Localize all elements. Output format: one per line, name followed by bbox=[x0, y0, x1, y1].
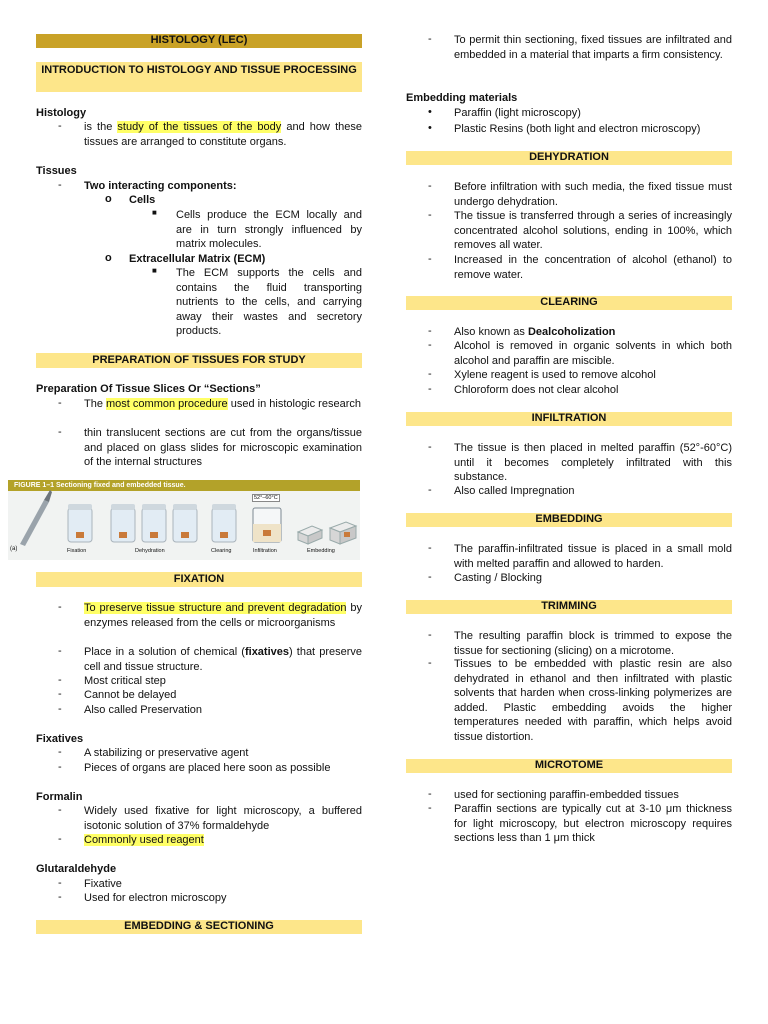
histology-heading: Histology bbox=[36, 107, 87, 119]
dehydration-jar-icon-3 bbox=[173, 504, 197, 542]
infiltration-item-2: - Also called Impregnation bbox=[428, 484, 575, 497]
microtome-item-2: - Paraffin sections are typically cut at 3-10 μm thickness for light microscopy, but electron microscopy requires sections less than 1 μm thick bbox=[428, 802, 732, 845]
clearing-item-2: - Alcohol is removed in organic solvents in which both alcohol and paraffin are miscible. bbox=[428, 339, 732, 367]
tissue-processing-figure bbox=[8, 480, 360, 560]
section-header-clearing: CLEARING bbox=[406, 296, 732, 310]
doc-title: HISTOLOGY (LEC) bbox=[150, 34, 248, 46]
ecm-item: o Extracellular Matrix (ECM) bbox=[105, 252, 266, 265]
fixatives-item-2: - Pieces of organs are placed here soon as possible bbox=[58, 761, 331, 774]
ecm-detail: ■ The ECM supports the cells and contains the fluid transporting nutrients to the cells, and carrying away their wastes and secretory products. bbox=[152, 266, 362, 338]
glutaraldehyde-item-2: - Used for electron microscopy bbox=[58, 891, 227, 904]
fixation-item-3: - Most critical step bbox=[58, 674, 166, 687]
highlight-text: most common procedure bbox=[106, 398, 228, 410]
fixation-item-4: - Cannot be delayed bbox=[58, 688, 177, 701]
infiltration-item-1: - The tissue is then placed in melted paraffin (52°-60°C) until it becomes completely infiltrated with this substance. bbox=[428, 441, 732, 484]
section-header-microtome: MICROTOME bbox=[406, 759, 732, 773]
step-label-clearing: Clearing bbox=[211, 548, 232, 554]
embedding-item-2: - Casting / Blocking bbox=[428, 571, 543, 584]
prep-item-1: - The most common procedure used in histologic research bbox=[58, 397, 361, 410]
clearing-item-3: - Xylene reagent is used to remove alcohol bbox=[428, 368, 656, 381]
figure-panel-label: (a) bbox=[10, 546, 18, 552]
prep-item-2: - thin translucent sections are cut from the organs/tissue and placed on glass slides for microscopic examination of the internal structures bbox=[58, 426, 362, 469]
section-header-preparation: PREPARATION OF TISSUES FOR STUDY bbox=[36, 353, 362, 368]
glutaraldehyde-heading: Glutaraldehyde bbox=[36, 863, 117, 875]
dehydration-jar-icon-1 bbox=[111, 504, 135, 542]
highlight-text: To preserve tissue structure and prevent degradation bbox=[84, 602, 347, 614]
fixation-item-2: - Place in a solution of chemical (fixatives) that preserve cell and tissue structure. bbox=[58, 645, 363, 673]
infiltration-jar-icon bbox=[253, 508, 281, 542]
dehydration-item-1: - Before infiltration with such media, the fixed tissue must undergo dehydration. bbox=[428, 180, 732, 208]
figure-caption: FIGURE 1–1 Sectioning fixed and embedded tissue. bbox=[14, 482, 186, 489]
section-header-embedding: EMBEDDING bbox=[406, 513, 732, 527]
step-label-embedding: Embedding bbox=[307, 548, 335, 554]
highlight-text: Commonly used reagent bbox=[84, 834, 204, 846]
highlight-text: study of the tissues of the body bbox=[117, 121, 282, 133]
section-header-dehydration: DEHYDRATION bbox=[406, 151, 732, 165]
fixation-item-5: - Also called Preservation bbox=[58, 703, 203, 716]
doc-title-bar bbox=[36, 34, 362, 48]
fixatives-heading: Fixatives bbox=[36, 733, 84, 745]
fixatives-item-1: - A stabilizing or preservative agent bbox=[58, 746, 249, 759]
tissues-item: - Two interacting components: bbox=[58, 179, 237, 192]
step-label-fixation: Fixation bbox=[67, 548, 87, 554]
fixation-jar-icon bbox=[68, 504, 92, 542]
temperature-label: 52°–60°C bbox=[254, 495, 278, 501]
section-header-infiltration: INFILTRATION bbox=[406, 412, 732, 426]
cells-item: o Cells bbox=[105, 193, 156, 206]
embedding-materials-item-2: • Plastic Resins (both light and electron microscopy) bbox=[428, 122, 701, 135]
formalin-heading: Formalin bbox=[36, 791, 83, 803]
step-label-infiltration: Infiltration bbox=[253, 548, 277, 554]
dehydration-jar-icon-2 bbox=[142, 504, 166, 542]
embedding-intro-item: - To permit thin sectioning, fixed tissues are infiltrated and embedded in a material that imparts a firm consistency. bbox=[428, 33, 732, 61]
histology-item: - is the study of the tissues of the body and how these tissues are arranged to constitute organs. bbox=[58, 120, 362, 148]
dehydration-item-2: - The tissue is transferred through a series of increasingly concentrated alcohol solutions, ending in 100%, which removes all water. bbox=[428, 209, 732, 252]
formalin-item-1: - Widely used fixative for light microscopy, a buffered isotonic solution of 37% formaldehyde bbox=[58, 804, 362, 832]
section-header-fixation: FIXATION bbox=[36, 572, 362, 587]
dehydration-item-3: - Increased in the concentration of alcohol (ethanol) to remove water. bbox=[428, 253, 732, 281]
prep-heading: Preparation Of Tissue Slices Or “Sections” bbox=[36, 383, 261, 395]
section-header-trimming: TRIMMING bbox=[406, 600, 732, 614]
tissues-heading: Tissues bbox=[36, 165, 77, 177]
embedding-materials-item-1: • Paraffin (light microscopy) bbox=[428, 106, 581, 119]
clearing-item-1: - Also known as Dealcoholization bbox=[428, 325, 616, 338]
section-header-intro bbox=[36, 62, 362, 92]
formalin-item-2: - Commonly used reagent bbox=[58, 833, 204, 846]
step-label-dehydration: Dehydration bbox=[135, 548, 165, 554]
fixation-item-1: - To preserve tissue structure and prevent degradation by enzymes released from the cells or microorganisms bbox=[58, 601, 362, 629]
section-title-intro: INTRODUCTION TO HISTOLOGY AND TISSUE PROCESSING bbox=[41, 64, 357, 76]
glutaraldehyde-item-1: - Fixative bbox=[58, 877, 122, 890]
scalpel-icon bbox=[20, 490, 52, 546]
paraffin-block-icon-1 bbox=[298, 526, 322, 544]
cells-detail: ■ Cells produce the ECM locally and are in turn strongly influenced by matrix molecules. bbox=[152, 208, 362, 251]
paraffin-block-icon-2 bbox=[330, 522, 356, 544]
embedding-item-1: - The paraffin-infiltrated tissue is placed in a small mold with melted paraffin and allowed to harden. bbox=[428, 542, 732, 570]
microtome-item-1: - used for sectioning paraffin-embedded tissues bbox=[428, 788, 679, 801]
section-header-embedding-sectioning: EMBEDDING & SECTIONING bbox=[36, 920, 362, 934]
embedding-materials-heading: Embedding materials bbox=[406, 92, 518, 104]
clearing-item-4: - Chloroform does not clear alcohol bbox=[428, 383, 619, 396]
clearing-jar-icon bbox=[212, 504, 236, 542]
trimming-item-2: - Tissues to be embedded with plastic resin are also dehydrated in ethanol and then infiltrated with plastic solvents that harden when cross-linking polymerizes are added. Plastic embedding avoids the higher temperatures needed with paraffin, which helps avoid tissue distortion. bbox=[428, 657, 732, 743]
trimming-item-1: - The resulting paraffin block is trimmed to expose the tissue for sectioning (slicing) on a microtome. bbox=[428, 629, 732, 657]
